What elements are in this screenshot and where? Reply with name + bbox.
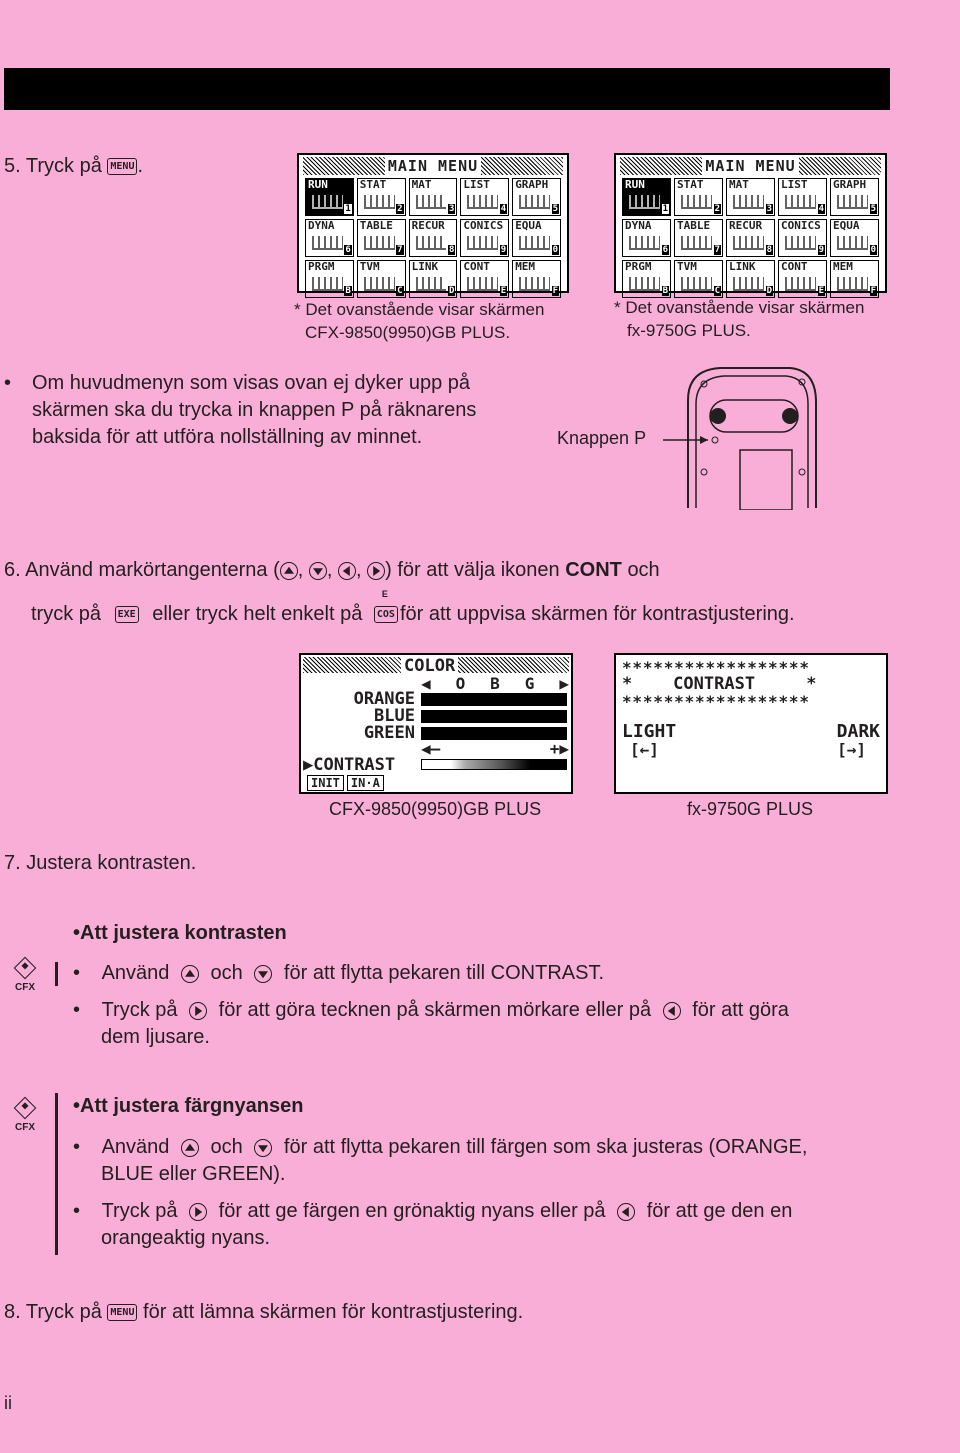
contrast-row: [303, 755, 395, 775]
step-8: [4, 1301, 523, 1324]
step-number: 8.: [4, 1301, 21, 1323]
menu-icon-graphic: [416, 236, 447, 250]
menu-icon-run: [622, 178, 671, 216]
menu-icon-link: [726, 260, 775, 298]
menu-icon-key: 3: [448, 204, 455, 214]
section-contrast-title: •Att justera kontrasten: [73, 922, 287, 944]
cursor-triangle-icon: ▶: [303, 755, 314, 775]
blue-bar: [421, 710, 567, 723]
step-text: Tryck på: [25, 155, 102, 177]
menu-key-icon: MENU: [107, 158, 137, 175]
menu-icon-dyna: [622, 219, 671, 257]
step-text: Tryck på: [25, 1301, 102, 1323]
note-line: baksida för att utföra nollställning av minnet.: [32, 426, 423, 448]
menu-icon-label: DYNA: [308, 219, 335, 232]
step-text: ) för att välja ikonen: [385, 559, 560, 581]
sec1-bullet-2-cont: dem ljusare.: [101, 1026, 210, 1048]
menu-icon-key: E: [818, 286, 824, 296]
menu-icon-graphic: [733, 277, 764, 291]
diamond-icon: [14, 1097, 37, 1120]
menu-icon-key: 0: [552, 245, 558, 255]
header-g: G: [524, 674, 535, 693]
menu-icon-key: 7: [714, 245, 720, 255]
menu-icon-graphic: [837, 195, 868, 209]
menu-icon-run: [305, 178, 354, 216]
menu-icon-mat: [726, 178, 775, 216]
note-line: skärmen ska du trycka in knappen P på räknarens: [32, 399, 477, 421]
caption-fx: [614, 296, 864, 342]
menu-icon-label: PRGM: [308, 260, 335, 273]
caption-line: CFX-9850(9950)GB PLUS.: [305, 323, 511, 342]
menu-icon-cont: [460, 260, 509, 298]
menu-icon-list: [460, 178, 509, 216]
orange-bar: [421, 693, 567, 706]
menu-icon-graphic: [837, 236, 868, 250]
bullet-dot: •: [4, 372, 12, 394]
menu-icon-key: 9: [500, 245, 507, 255]
menu-icon-label: TABLE: [359, 219, 393, 232]
menu-icon-graphic: [681, 277, 712, 291]
menu-icon-key: 6: [345, 245, 351, 255]
menu-icon-key: 0: [870, 245, 876, 255]
menu-icon-graphic: [785, 236, 816, 250]
exe-key-icon: EXE: [115, 606, 139, 623]
menu-icon-dyna: [305, 219, 354, 257]
menu-icon-key: 5: [552, 204, 558, 214]
menu-icon-key: 8: [448, 245, 455, 255]
header-o: O: [455, 674, 466, 693]
separator: ,: [297, 559, 304, 581]
light-key: [←]: [630, 740, 659, 759]
menu-icon-label: EQUA: [515, 219, 542, 232]
left-arrow-key-icon: [338, 562, 356, 580]
menu-icon-graphic: [312, 277, 343, 291]
caption-line: fx-9750G PLUS.: [627, 321, 751, 340]
left-arrow-key-icon: [617, 1203, 635, 1221]
menu-icon-table: [357, 219, 406, 257]
menu-icon-tvm: [674, 260, 723, 298]
diamond-icon: [14, 957, 37, 980]
main-menu-grid: [616, 175, 885, 301]
stars-bottom: ******************: [622, 692, 810, 711]
menu-icon-graphic: [629, 236, 660, 250]
header-bar: [4, 68, 890, 110]
menu-icon-label: LINK: [411, 260, 439, 273]
step-end: .: [137, 155, 144, 177]
main-menu-title: MAIN MENU: [303, 157, 563, 175]
menu-icon-label: LIST: [463, 178, 490, 191]
contrast-title: * CONTRAST *: [622, 674, 817, 694]
menu-icon-graphic: [312, 195, 343, 209]
right-triangle-icon: +▶: [549, 739, 569, 758]
menu-icon-label: CONT: [463, 260, 490, 273]
color-header: [421, 674, 569, 693]
menu-icon-key: C: [714, 286, 720, 296]
up-arrow-key-icon: [181, 965, 199, 983]
step-text: och: [627, 559, 660, 581]
fkey-ina: IN·A: [347, 775, 384, 791]
step-text: för att lämna skärmen för kontrastjustering.: [143, 1301, 524, 1323]
fkey-init: INIT: [307, 775, 344, 791]
right-triangle-icon: ▶: [559, 674, 569, 693]
menu-icon-graphic: [364, 277, 395, 291]
menu-icon-label: EQUA: [833, 219, 860, 232]
menu-icon-graphic: [785, 277, 816, 291]
menu-icon-graph: [512, 178, 561, 216]
cont-label: CONT: [565, 559, 622, 581]
right-arrow-key-icon: [189, 1203, 207, 1221]
menu-icon-label: DYNA: [625, 219, 652, 232]
menu-icon-equa: [830, 219, 879, 257]
up-arrow-key-icon: [181, 1139, 199, 1157]
page-number: ii: [4, 1393, 12, 1413]
menu-icon-key: C: [397, 286, 403, 296]
menu-icon-key: 7: [397, 245, 403, 255]
menu-icon-conics: [460, 219, 509, 257]
menu-icon-label: CONICS: [463, 219, 504, 232]
dark-key: [→]: [837, 740, 866, 759]
sec2-bullet-2-cont: orangeaktig nyans.: [101, 1227, 271, 1249]
reset-note: [4, 370, 476, 451]
menu-icon-label: RECUR: [729, 219, 763, 232]
function-keys: [307, 775, 384, 791]
menu-key-icon: MENU: [107, 1304, 137, 1321]
menu-icon-label: CONICS: [781, 219, 821, 232]
menu-icon-key: F: [870, 286, 876, 296]
menu-icon-graphic: [416, 195, 447, 209]
menu-icon-prgm: [305, 260, 354, 298]
step-text: Använd markörtangenterna (: [25, 559, 280, 581]
menu-icon-key: F: [552, 286, 558, 296]
cfx-vertical-bar: [55, 962, 58, 986]
menu-icon-graphic: [837, 277, 868, 291]
step-6: [4, 559, 660, 582]
menu-icon-equa: [512, 219, 561, 257]
menu-icon-stat: [674, 178, 723, 216]
right-arrow-key-icon: [367, 562, 385, 580]
menu-icon-key: E: [500, 286, 507, 296]
row-green: GREEN: [363, 723, 415, 743]
step-number: 5.: [4, 155, 21, 177]
menu-icon-conics: [778, 219, 827, 257]
menu-icon-mat: [409, 178, 458, 216]
main-menu-screen-cfx: [297, 153, 569, 296]
menu-icon-graphic: [629, 195, 660, 209]
menu-icon-graphic: [364, 236, 395, 250]
light-label: LIGHT: [622, 721, 677, 742]
color-rows: [337, 691, 415, 742]
menu-icon-label: LINK: [729, 260, 756, 273]
menu-icon-label: MAT: [729, 178, 749, 191]
menu-icon-list: [778, 178, 827, 216]
menu-icon-key: D: [448, 286, 455, 296]
menu-icon-cont: [778, 260, 827, 298]
cfx-tag: CFX: [15, 982, 35, 993]
up-arrow-key-icon: [280, 562, 298, 580]
sec2-bullet-2: • Tryck på för att ge färgen en grönaktig nyans eller på för att ge den en: [73, 1200, 793, 1222]
menu-icon-graphic: [681, 236, 712, 250]
row-blue: BLUE: [374, 706, 415, 726]
cos-shift-label: E: [381, 589, 388, 599]
menu-icon-graphic: [785, 195, 816, 209]
menu-icon-recur: [726, 219, 775, 257]
sec2-bullet-1: • Använd och för att flytta pekaren till färgen som ska justeras (ORANGE,: [73, 1136, 808, 1158]
down-arrow-key-icon: [254, 965, 272, 983]
menu-icon-graphic: [416, 277, 447, 291]
menu-icon-label: MEM: [515, 260, 536, 273]
menu-icon-tvm: [357, 260, 406, 298]
menu-icon-label: STAT: [359, 178, 387, 191]
right-arrow-key-icon: [189, 1002, 207, 1020]
label-fx: fx-9750G PLUS: [687, 799, 814, 819]
menu-icon-prgm: [622, 260, 671, 298]
contrast-bar: [421, 759, 567, 770]
step-text: eller tryck helt enkelt på: [152, 603, 363, 625]
contrast-header: [421, 739, 569, 758]
contrast-screen-fx: [614, 653, 888, 794]
menu-icon-link: [409, 260, 458, 298]
menu-icon-graphic: [364, 195, 395, 209]
menu-icon-label: RECUR: [411, 219, 445, 232]
menu-icon-key: 1: [662, 204, 668, 214]
menu-icon-graphic: [467, 236, 498, 250]
menu-icon-key: 9: [818, 245, 824, 255]
row-orange: ORANGE: [353, 689, 415, 709]
cos-key-icon: COS: [374, 606, 398, 623]
menu-icon-key: B: [345, 286, 351, 296]
step-number: 6.: [4, 559, 21, 581]
menu-icon-table: [674, 219, 723, 257]
caption-line: * Det ovanstående visar skärmen: [614, 298, 865, 317]
menu-icon-key: 6: [662, 245, 668, 255]
menu-icon-label: GRAPH: [515, 178, 549, 191]
menu-icon-key: B: [662, 286, 668, 296]
main-menu-grid: [299, 175, 567, 301]
menu-icon-stat: [357, 178, 406, 216]
knappen-p-label: Knappen P: [557, 428, 647, 448]
left-triangle-icon: ◀: [421, 674, 431, 693]
menu-icon-label: RUN: [308, 178, 328, 191]
menu-icon-label: TVM: [677, 260, 697, 273]
menu-icon-key: 4: [818, 204, 824, 214]
separator: ,: [326, 559, 333, 581]
menu-icon-label: LIST: [781, 178, 808, 191]
menu-icon-mem: [512, 260, 561, 298]
sec1-bullet-1: • Använd och för att flytta pekaren till CONTRAST.: [73, 962, 605, 984]
step-text: för att uppvisa skärmen för kontrastjustering.: [399, 603, 795, 625]
menu-icon-graphic: [519, 277, 550, 291]
contrast-label: CONTRAST: [313, 755, 396, 775]
menu-icon-graphic: [467, 277, 498, 291]
step-6-line-2: [31, 589, 795, 626]
menu-icon-label: GRAPH: [833, 178, 867, 191]
left-triangle-icon: ◀—: [421, 739, 441, 758]
menu-icon-key: 3: [766, 204, 772, 214]
menu-icon-graphic: [629, 277, 660, 291]
menu-icon-key: 1: [345, 204, 351, 214]
menu-icon-key: 4: [500, 204, 507, 214]
menu-icon-label: MEM: [833, 260, 853, 273]
label-cfx: CFX-9850(9950)GB PLUS: [329, 799, 542, 819]
caption-cfx: [294, 298, 544, 344]
sec1-bullet-2: • Tryck på för att göra tecknen på skärmen mörkare eller på för att göra: [73, 999, 789, 1021]
left-arrow-key-icon: [663, 1002, 681, 1020]
menu-icon-graphic: [733, 195, 764, 209]
stars-top: ******************: [622, 658, 810, 677]
dark-label: DARK: [836, 721, 880, 742]
cfx-marker: [10, 1100, 40, 1133]
main-menu-title: MAIN MENU: [620, 157, 881, 175]
menu-icon-label: RUN: [625, 178, 645, 191]
step-5: [4, 155, 143, 178]
menu-icon-label: TVM: [359, 260, 380, 273]
menu-icon-label: PRGM: [625, 260, 652, 273]
cfx-tag: CFX: [15, 1122, 35, 1133]
menu-icon-key: 2: [714, 204, 720, 214]
menu-icon-graphic: [519, 236, 550, 250]
cos-key: [374, 589, 398, 626]
color-contrast-screen-cfx: [299, 653, 573, 794]
menu-icon-graphic: [312, 236, 343, 250]
menu-icon-label: MAT: [411, 178, 432, 191]
menu-icon-key: 5: [870, 204, 876, 214]
color-title: COLOR: [401, 656, 458, 676]
menu-icon-recur: [409, 219, 458, 257]
step-text: tryck på: [31, 603, 102, 625]
separator: ,: [355, 559, 362, 581]
menu-icon-key: 2: [397, 204, 403, 214]
menu-icon-label: STAT: [677, 178, 704, 191]
menu-icon-label: TABLE: [677, 219, 711, 232]
caption-line: * Det ovanstående visar skärmen: [294, 300, 545, 319]
header-b: B: [490, 674, 500, 693]
main-menu-screen-fx: [614, 153, 887, 296]
section-color-title: •Att justera färgnyansen: [73, 1095, 304, 1117]
step-7: 7. Justera kontrasten.: [4, 852, 197, 874]
menu-icon-key: 8: [766, 245, 772, 255]
menu-icon-graphic: [467, 195, 498, 209]
menu-icon-graphic: [519, 195, 550, 209]
down-arrow-key-icon: [254, 1139, 272, 1157]
menu-icon-graphic: [733, 236, 764, 250]
menu-icon-graphic: [681, 195, 712, 209]
note-line: Om huvudmenyn som visas ovan ej dyker upp på: [32, 372, 470, 394]
down-arrow-key-icon: [309, 562, 327, 580]
cfx-vertical-bar: [55, 1093, 58, 1255]
calculator-back-illustration: [660, 360, 830, 510]
menu-icon-graph: [830, 178, 879, 216]
sec2-bullet-1-cont: BLUE eller GREEN).: [101, 1163, 286, 1185]
menu-icon-mem: [830, 260, 879, 298]
cfx-marker: [10, 960, 40, 993]
menu-icon-key: D: [766, 286, 772, 296]
menu-icon-label: CONT: [781, 260, 808, 273]
